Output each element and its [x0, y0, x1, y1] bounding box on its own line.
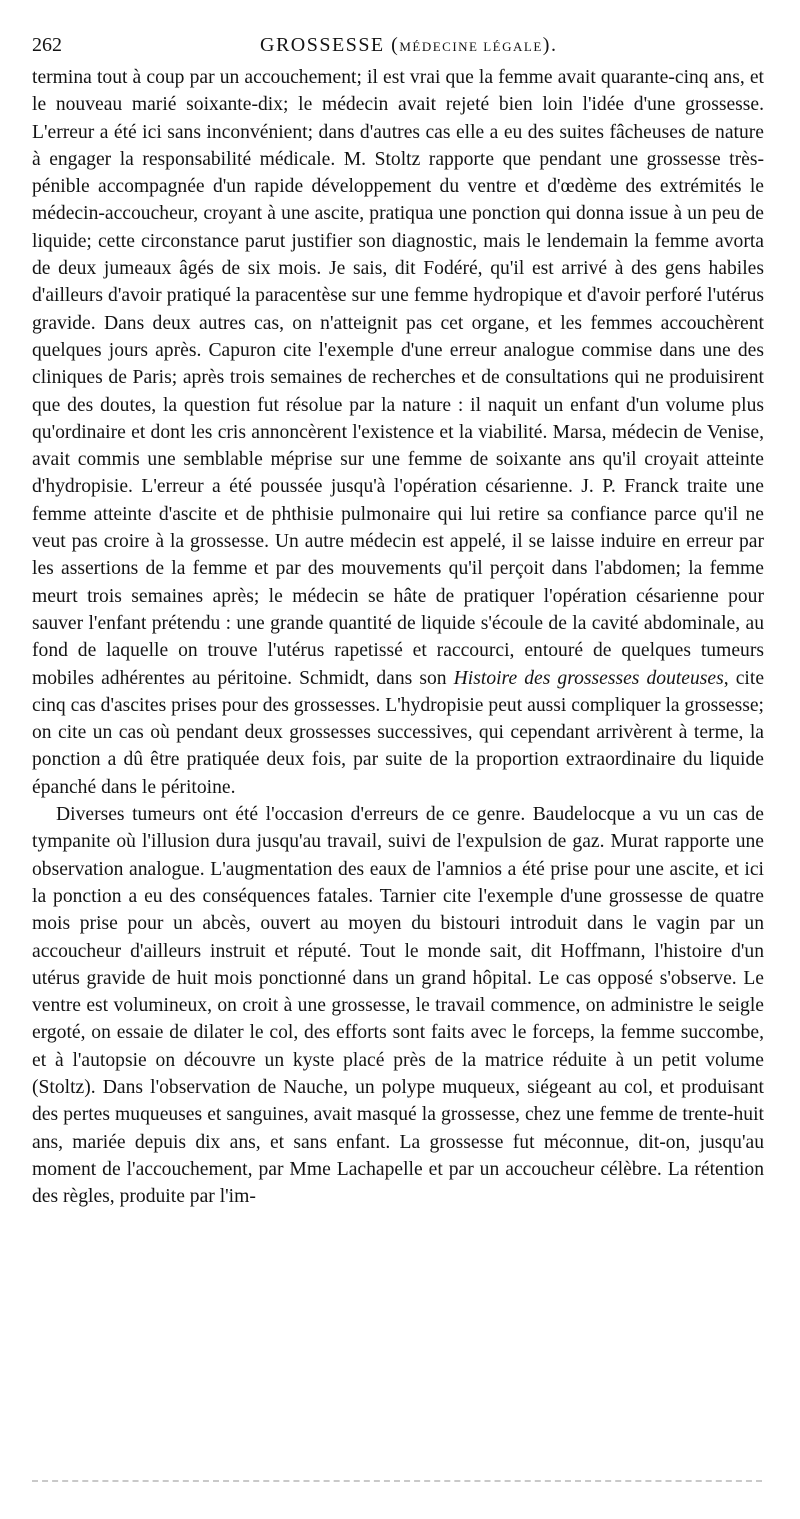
paragraph-1-text-a: termina tout à coup par un accouchement; il est vrai que la femme avait quarante-cinq ans, et le nouveau marié soixante-dix; le médecin avait rejeté bien loin l'idée d'une grossesse. L'erreur a été ici sans inconvénient; dans d'autres cas elle a eu des suites fâcheuses de nature à engager la responsabilité médicale. M. Stoltz rapporte que pendant une grossesse très-pénible accompagnée d'un rapide développement du ventre et d'œdème des extrémités le médecin-accoucheur, croyant à une ascite, pratiqua une ponction qui donna issue à un peu de liquide; cette circonstance parut justifier son diagnostic, mais le lendemain la femme avorta de deux jumeaux âgés de six mois. Je sais, dit Fodéré, qu'il est arrivé à des gens habiles d'ailleurs d'avoir pratiqué la paracentèse sur une femme hydropique et d'avoir perforé l'utérus gravide. Dans deux autres cas, on n'atteignit pas cet organe, et les femmes accouchèrent quelques jours après. Capuron cite l'exemple d'une erreur analogue commise dans une des cliniques de Paris; après trois semaines de recherches et de consultations qui ne produisirent que des doutes, la question fut résolue par la nature : il naquit un enfant d'un volume plus qu'ordinaire et dont les cris annoncèrent l'existence et la viabilité. Marsa, médecin de Venise, avait commis une semblable méprise sur une femme de soixante ans qu'il croyait atteinte d'hydropisie. L'erreur a été poussée jusqu'à l'opération césarienne. J. P. Franck traite une femme atteinte d'ascite et de phthisie pulmonaire qui lui retire sa confiance parce qu'il ne veut pas croire à la grossesse. Un autre médecin est appelé, il se laisse induire en erreur par les assertions de la femme et par des mouvements qu'il perçoit dans l'abdomen; la femme meurt trois semaines après; le médecin se hâte de pratiquer l'opération césarienne pour sauver l'enfant prétendu : une grande quantité de liquide s'écoule de la cavité abdominale, au fond de laquelle on trouve l'utérus rapetissé et raccourci, entouré de quelques tumeurs mobiles adhérentes au péritoine. Schmidt, dans son — [32, 67, 764, 689]
running-title-close: ). — [542, 34, 558, 56]
book-title-italic: Histoire des grossesses douteuses — [453, 667, 724, 689]
running-title-sub: MÉDECINE LÉGALE — [399, 39, 543, 54]
paragraph-2: Diverses tumeurs ont été l'occasion d'erreurs de ce genre. Baudelocque a vu un cas de tympanite où l'illusion dura jusqu'au travail, suivi de l'expulsion de gaz. Murat rapporte une observation analogue. L'augmentation des eaux de l'amnios a été prise pour une ascite, et ici la ponction a eu des conséquences fatales. Tarnier cite l'exemple d'une grossesse de quatre mois prise pour un abcès, ouvert au moyen du bistouri introduit dans le vagin par un accoucheur d'ailleurs instruit et réputé. Tout le monde sait, dit Hoffmann, l'histoire d'un utérus gravide de huit mois ponctionné dans un grand hôpital. Le cas opposé s'observe. Le ventre est volumineux, on croit à une grossesse, le travail commence, on administre le seigle ergoté, on essaie de dilater le col, des efforts sont faits avec le forceps, la femme succombe, et à l'autopsie on découvre un kyste placé près de la matrice réduite à un petit volume (Stoltz). Dans l'observation de Nauche, un polype muqueux, siégeant au col, et produisant des pertes muqueuses et sanguines, avait masqué la grossesse, chez une femme de trente-huit ans, mariée depuis dix ans, et sans enfant. La grossesse fut méconnue, dit-on, jusqu'au moment de l'accouchement, par Mme Lachapelle et par un accoucheur célèbre. La rétention des règles, produite par l'im- — [32, 804, 764, 1208]
paragraph-1-text-b: , cite cinq cas d'ascites prises pour des grossesses. L'hydropisie peut aussi compliquer la grossesse; on cite un cas où pendant deux grossesses successives, qui cependant arrivèrent à terme, la ponction a dû être pratiquée deux fois, par suite de la proportion extraordinaire du liquide épanché dans le péritoine. — [32, 667, 765, 798]
running-head — [32, 30, 774, 60]
body-text — [32, 64, 764, 1210]
bleed-through-line — [32, 1480, 762, 1482]
paragraph-1 — [32, 64, 764, 801]
page-number: 262 — [32, 34, 62, 56]
running-title-open: ( — [384, 34, 400, 56]
running-title — [260, 30, 557, 62]
running-title-main: GROSSESSE — [260, 34, 385, 56]
